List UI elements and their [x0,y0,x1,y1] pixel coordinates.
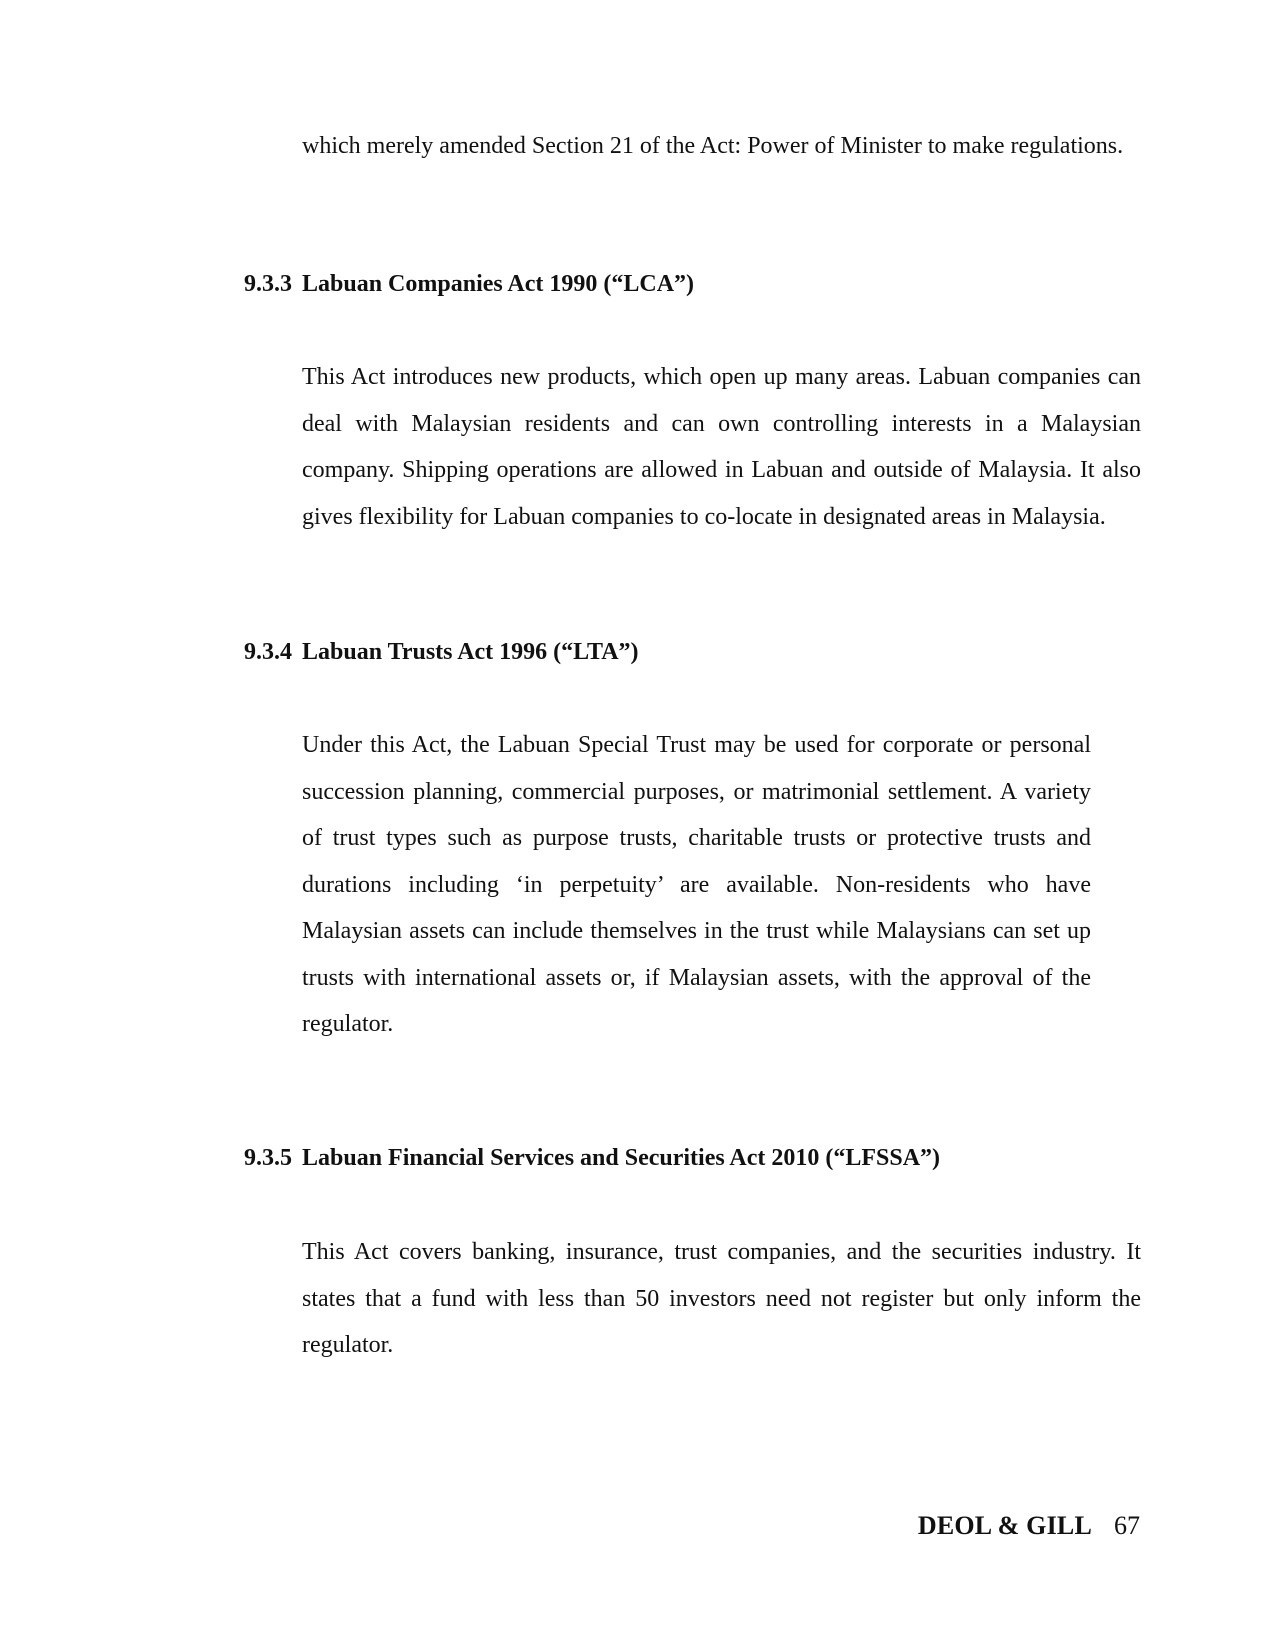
firm-name: DEOL & GILL [917,1511,1092,1540]
section-number: 9.3.3 [244,271,292,297]
lfssa-paragraph: This Act covers banking, insurance, trust companies, and the securities industry. It states that a fund with less than 50 investors need not register but only inform the regulator. [302,1239,1141,1358]
section-heading-9-3-5 [244,1143,940,1173]
section-title: Labuan Financial Services and Securities Act 2010 (“LFSSA”) [302,1145,941,1171]
intro-paragraph: which merely amended Section 21 of the Act: Power of Minister to make regulations. [302,133,1124,159]
lta-paragraph: Under this Act, the Labuan Special Trust may be used for corporate or personal succession planning, commercial purposes, or matrimonial settlement. A variety of trust types such as purpose trusts, charitable trusts or protective trusts and durations including ‘in perpetuity’ are available. Non-residents who have Malaysian assets can include themselves in the trust while Malaysians can set up trusts with international assets or, if Malaysian assets, with the approval of the regulator. [302,732,1091,1037]
page-footer [918,1511,1140,1541]
section-number: 9.3.5 [244,1145,292,1171]
section-number: 9.3.4 [244,639,292,665]
section-heading-9-3-4 [244,637,639,667]
section-title: Labuan Companies Act 1990 (“LCA”) [302,271,695,297]
section-title: Labuan Trusts Act 1996 (“LTA”) [302,639,639,665]
section-heading-9-3-3 [244,269,694,299]
lca-paragraph: This Act introduces new products, which open up many areas. Labuan companies can deal with Malaysian residents and can own controlling interests in a Malaysian company. Shipping operations are allowed in Labuan and outside of Malaysia. It also gives flexibility for Labuan companies to co-locate in designated areas in Malaysia. [302,364,1141,530]
page-number: 67 [1114,1511,1140,1540]
